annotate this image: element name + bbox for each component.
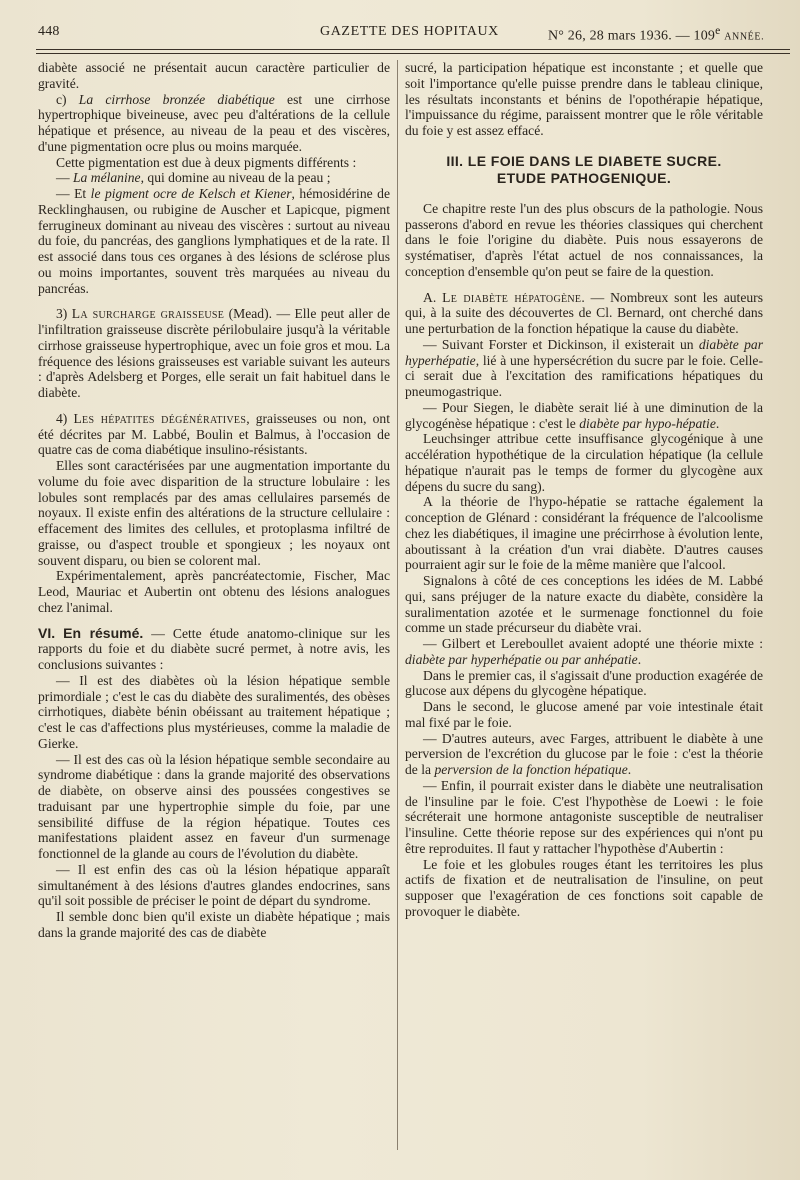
issue-annee: ANNÉE.	[724, 31, 765, 43]
italic-term: perversion de la fonction hépatique	[434, 762, 628, 777]
paragraph: A la théorie de l'hypo-hépatie se rattache également la conception de Glénard : considérant la fréquence de l'alcoolisme chez les diabétiques, il imagine une précirrhose à évolution lente, aboutissant à la création d'un vrai diabète. D'autres causes pourraient agir sur le foie de la même manière que l'alcool.	[405, 494, 763, 573]
small-caps-heading: Le diabète hépatogène	[442, 289, 582, 305]
dash: —	[56, 170, 70, 186]
paragraph-text: , graisseuses ou non, ont été décrites par M. Labbé, Boulin et Balmus, à l'occasion de quatre cas de coma diabétique insulino-résistants.	[38, 410, 390, 458]
paragraph: — Il est des cas où la lésion hépatique semble secondaire au syndrome diabétique : dans la grande majorité des observations de diabète, on observe ainsi des poussées congestives se traduisant par une hypertrophie simple du foie, par une sensibilité diffuse de la région hépatique. Toutes ces manifestations plaident assez en faveur d'un surmenage fonctionnel de la glande au cours de l'évolution du diabète.	[38, 751, 390, 861]
issue-info	[548, 24, 764, 45]
paragraph-text: — Cette étude anatomo-clinique sur les rapports du foie et du diabète sucré permet, à notre avis, les conclusions suivantes :	[38, 625, 390, 672]
paragraph: diabète associé ne présentait aucun caractère particulier de gravité.	[38, 60, 390, 91]
paragraph	[38, 92, 390, 155]
page-number: 448	[38, 24, 60, 39]
paragraph-text: . — Nombreux sont les auteurs qui, à la suite des découvertes de Cl. Bernard, ont cherché dans une perturbation de la fonction hépatique la cause du diabète.	[405, 289, 763, 336]
italic-term: diabète par hypo-hépatie	[579, 415, 716, 431]
paragraph	[38, 170, 390, 186]
issue-ordinal: e	[715, 24, 721, 37]
paragraph: — Il est des diabètes où la lésion hépatique semble primordiale ; c'est le cas du diabète des suralimentés, des obèses cirrhotiques, diabète bénin obéissant au traitement hépatique ; c'est le cas d'affections plus mystérieuses, comme la maladie de Gierke.	[38, 672, 390, 751]
list-label: c)	[56, 91, 67, 107]
list-label: A.	[423, 289, 437, 305]
section-heading	[405, 153, 763, 187]
paragraph: Il semble donc bien qu'il existe un diabète hépatique ; mais dans la grande majorité des cas de diabète	[38, 909, 390, 940]
paragraph: — Enfin, il pourrait exister dans le diabète une neutralisation de l'insuline par le foie. C'est l'hypothèse de Loewi : le foie sécréterait une hormone antagoniste susceptible de neutraliser l'insuline. Cette théorie repose sur des expériences qui n'ont pu être reproduites. Il faut y rattacher l'hypothèse d'Aubertin :	[405, 777, 763, 856]
paragraph-text: , lié à une hypersécrétion du sucre par le foie. Celle-ci serait due à l'excitation des ramifications hépatiques du pneumogastrique.	[405, 352, 763, 399]
small-caps-heading: Les hépatites dégénératives	[73, 410, 247, 426]
paragraph-text: .	[715, 415, 720, 431]
italic-term: diabète par hyperhépatie ou par anhépatie	[405, 651, 638, 667]
paragraph: Leuchsinger attribue cette insuffisance glycogénique à une accélération hypothétique de la circulation hépatique (la cellule hépatique n'aurait pas le temps de former du glycogène aux dépens du sucre du sang).	[405, 431, 763, 494]
section-heading-line: ETUDE PATHOGENIQUE.	[496, 169, 672, 186]
paragraph	[38, 411, 390, 458]
paragraph: Ce chapitre reste l'un des plus obscurs de la pathologie. Nous passerons d'abord en revue les théories classiques qui cherchent dans le foie l'origine du diabète. Puis nous essayerons de systématiser, d'après l'état actuel de nos connaissances, la conception d'ensemble qu'on peut se faire de la question.	[405, 200, 763, 279]
header-rule-bottom	[36, 53, 790, 54]
italic-term: La cirrhose bronzée diabétique	[78, 91, 275, 107]
paragraph-text: (Mead). — Elle peut aller de l'infiltration graisseuse discrète périlobulaire jusqu'à la véritable cirrhose graisseuse hypertrophique, avec un foie gros et mou. La fréquence des lésions graisseuses est variable suivant les auteurs : d'après Adelsberg et Porges, elle serait un fait habituel dans le diabète.	[38, 306, 391, 400]
list-number: 3)	[56, 306, 68, 322]
section-number: VI.	[38, 624, 56, 641]
paragraph	[405, 290, 763, 337]
paragraph-text: — Gilbert et Lereboullet avaient adopté une théorie mixte :	[423, 636, 763, 651]
paragraph: Dans le second, le glucose amené par voie intestinale était mal fixé par le foie.	[405, 699, 763, 730]
column-divider	[397, 60, 398, 1150]
italic-term: diabète par hyperhépatie	[405, 336, 763, 368]
issue-date: N° 26, 28 mars 1936. — 109	[548, 28, 716, 44]
section-heading-line: III. LE FOIE DANS LE DIABETE SUCRE.	[446, 152, 722, 169]
italic-term: La mélanine	[73, 170, 141, 186]
paragraph-text: — Pour Siegen, le diabète serait lié à une diminution de la glycogénèse hépatique : c'est le	[405, 399, 763, 431]
small-caps-heading: La surcharge graisseuse	[71, 306, 225, 322]
paragraph-text: .	[627, 762, 632, 777]
paragraph: Dans le premier cas, il s'agissait d'une production exagérée de glucose aux dépens du glycogène hépatique.	[405, 667, 763, 699]
paragraph: Expérimentalement, après pancréatectomie, Fischer, Mac Leod, Mauriac et Aubertin ont obtenu des lésions analogues chez l'animal.	[38, 568, 390, 615]
running-header	[0, 24, 800, 46]
journal-title: GAZETTE DES HOPITAUX	[320, 24, 499, 39]
paragraph	[38, 186, 390, 296]
paragraph: Cette pigmentation est due à deux pigments différents :	[56, 154, 357, 170]
paragraph-text: — Suivant Forster et Dickinson, il existerait un	[423, 336, 694, 352]
paragraph-text: est une cirrhose hypertrophique biveineuse, avec peu d'altérations de la cellule hépatique et présence, au niveau de la peau et des viscères, d'une pigmentation ocre plus ou moins marquée.	[38, 91, 391, 154]
right-column	[405, 60, 763, 920]
section-lead: En résumé.	[63, 624, 144, 641]
paragraph	[38, 626, 390, 673]
paragraph-text: , qui domine au niveau de la peau ;	[140, 170, 331, 186]
paragraph	[405, 337, 763, 400]
paragraph: — Il est enfin des cas où la lésion hépatique apparaît simultanément à des lésions d'autres glandes endocrines, sans qu'il soit possible de préciser le point de départ du syndrome.	[38, 861, 390, 909]
paragraph: sucré, la participation hépatique est inconstante ; et quelle que soit l'importance qu'elle puisse prendre dans le tableau clinique, les résultats inconstants et bénins de l'opothérapie hépatique, l'impuissance du régime, paraissent montrer que le rôle véritable du foie y est assez effacé.	[405, 60, 763, 138]
paragraph	[405, 636, 763, 668]
list-number: 4)	[56, 410, 68, 426]
left-column	[38, 60, 390, 941]
paragraph: Signalons à côté de ces conceptions les idées de M. Labbé qui, sans préjuger de la nature exacte du diabète, considère la suralimentation azotée et le surmenage fonctionnel du foie comme un stade précurseur du diabète vrai.	[405, 573, 763, 636]
paragraph	[405, 400, 763, 432]
paragraph-text: .	[637, 651, 642, 667]
paragraph	[38, 306, 390, 401]
paragraph-text: , hémosidérine de Recklinghausen, ou rubigine de Auscher et Lapicque, pigment ferrugineux dominant au niveau des viscères : surtout au niveau du foie, du pancréas, des ganglions lymphatiques et de la rate. Il est associé dans tous ces organes à des lésions de sclérose plus ou moins importantes, souvent très marquées au niveau du pancréas.	[38, 186, 390, 296]
paragraph: Elles sont caractérisées par une augmentation importante du volume du foie avec disparition de la structure lobulaire : les lobules sont remplacés par des amas cellulaires parsemés de noyaux. Il existe enfin des altérations de la structure cellulaire : effacement des limites des cellules, et protoplasma infiltré de graisse, ou d'aspect trouble et spongieux ; les noyaux ont souvent disparu, ou bien se colorent mal.	[38, 458, 390, 568]
dash: — Et	[56, 186, 87, 201]
paragraph: Le foie et les globules rouges étant les territoires les plus actifs de fixation et de neutralisation de l'insuline, on peut supposer que l'exagération de ces fonctions soit capable de provoquer le diabète.	[405, 856, 763, 919]
italic-term: le pigment ocre de Kelsch et Kiener	[90, 186, 292, 201]
paragraph-text: — D'autres auteurs, avec Farges, attribuent le diabète à une perversion de l'excrétion du glucose par le foie : c'est la théorie de la	[405, 730, 763, 777]
paragraph	[405, 731, 763, 778]
header-rule-top	[36, 49, 790, 50]
